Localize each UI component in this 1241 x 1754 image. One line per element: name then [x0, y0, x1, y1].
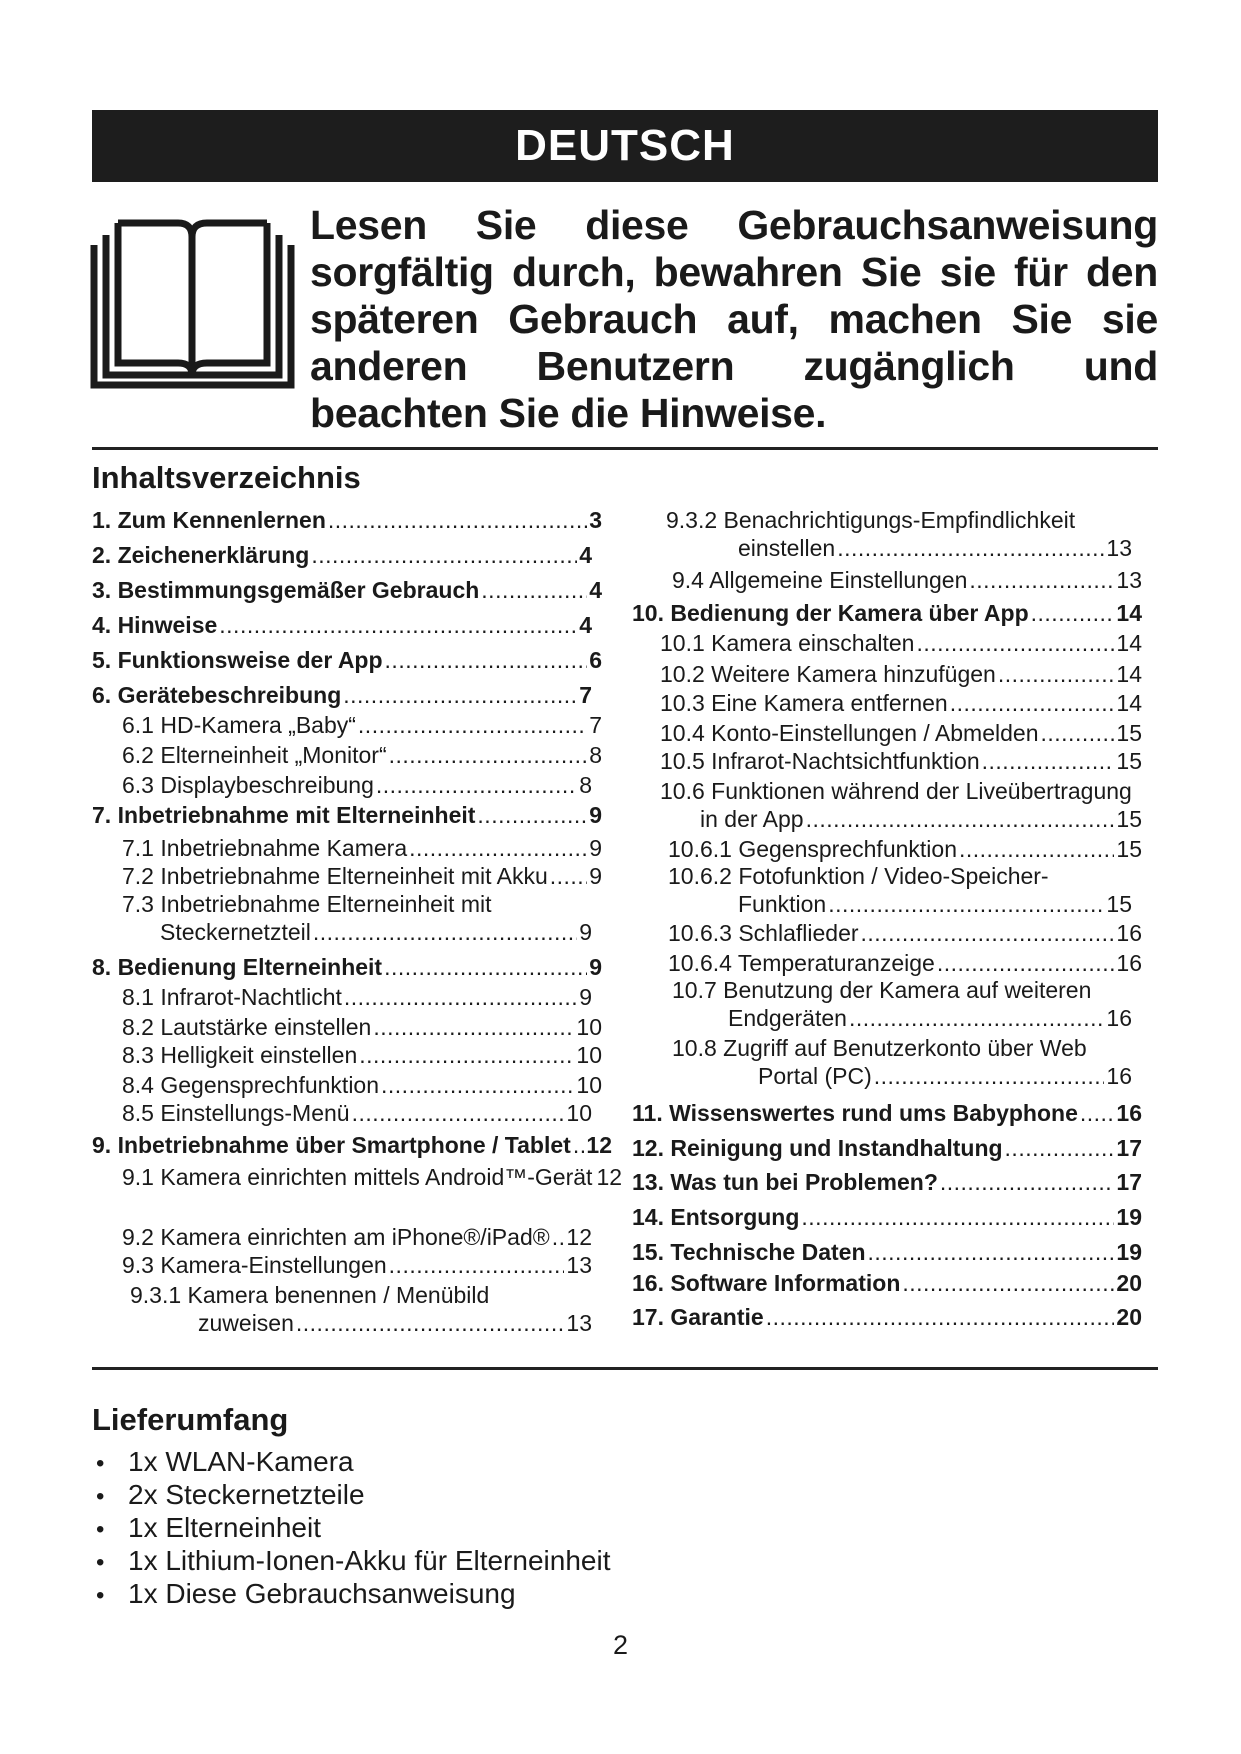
- list-item: • 2x Steckernetzteile: [96, 1479, 365, 1510]
- toc-leader: [373, 1013, 574, 1041]
- toc-entry[interactable]: [672, 566, 1142, 594]
- toc-entry[interactable]: [632, 599, 1142, 627]
- toc-leader: [837, 534, 1104, 562]
- toc-entry-title: 10.2 Weitere Kamera hinzufügen: [660, 661, 996, 687]
- toc-entry[interactable]: [660, 747, 1142, 775]
- toc-entry[interactable]: [92, 1131, 612, 1159]
- list-item: • 1x WLAN-Kamera: [96, 1446, 354, 1477]
- toc-page: 15: [1116, 836, 1142, 862]
- toc-leader: [313, 918, 577, 946]
- toc-leader: [959, 835, 1114, 863]
- toc-page: 15: [1106, 891, 1132, 917]
- toc-entry-title-cont: einstellen: [738, 535, 836, 561]
- toc-page: 12: [586, 1132, 612, 1158]
- toc-leader: [849, 1004, 1104, 1032]
- toc-leader: [861, 919, 1115, 947]
- toc-entry-title: 7. Inbetriebnahme mit Elterneinheit: [92, 802, 476, 828]
- toc-leader: [1005, 1134, 1115, 1162]
- toc-page: 16: [1106, 1063, 1132, 1089]
- toc-entry-title: 1. Zum Kennenlernen: [92, 507, 326, 533]
- toc-page: 7: [579, 682, 592, 708]
- divider: [92, 447, 1158, 450]
- toc-entry[interactable]: [668, 835, 1142, 863]
- toc-entry-title-cont: in der App: [700, 806, 804, 832]
- toc-entry-title: 6.3 Displaybeschreibung: [122, 772, 374, 798]
- toc-leader: [296, 1309, 565, 1337]
- toc-entry[interactable]: [660, 689, 1142, 717]
- toc-leader: [352, 1099, 565, 1127]
- toc-entry[interactable]: [122, 1223, 592, 1251]
- toc-leader: [806, 805, 1115, 833]
- toc-entry[interactable]: [198, 1309, 592, 1337]
- toc-page: 19: [1116, 1239, 1142, 1265]
- toc-page: 12: [566, 1224, 592, 1250]
- toc-entry[interactable]: [92, 646, 602, 674]
- toc-page: 10: [576, 1072, 602, 1098]
- toc-entry-title: 10.4 Konto-Einstellungen / Abmelden: [660, 720, 1039, 746]
- toc-entry[interactable]: [160, 918, 592, 946]
- toc-leader: [1041, 719, 1115, 747]
- toc-leader: [828, 890, 1104, 918]
- toc-entry-title-cont: Endgeräten: [728, 1005, 847, 1031]
- toc-entry[interactable]: [660, 629, 1142, 657]
- toc-entry-title: 10.3 Eine Kamera entfernen: [660, 690, 948, 716]
- page-number: 2: [612, 1630, 629, 1660]
- toc-page: 6: [589, 647, 602, 673]
- toc-entry-title: 6.2 Elterneinheit „Monitor“: [122, 742, 387, 768]
- toc-entry-title-cont: Steckernetzteil: [160, 919, 311, 945]
- toc-entry-title: 10. Bedienung der Kamera über App: [632, 600, 1029, 626]
- toc-page: 4: [579, 612, 592, 638]
- toc-entry[interactable]: [632, 1203, 1142, 1231]
- toc-leader: [219, 611, 577, 639]
- toc-page: 8: [589, 742, 602, 768]
- toc-entry-title[interactable]: 10.6.2 Fotofunktion / Video-Speicher-: [668, 863, 1049, 889]
- toc-entry[interactable]: [122, 711, 602, 739]
- toc-page: 20: [1116, 1304, 1142, 1330]
- toc-leader: [477, 801, 587, 829]
- toc-entry[interactable]: [122, 1163, 623, 1191]
- toc-leader: [358, 711, 587, 739]
- toc-entry-title: 9.1 Kamera einrichten mittels Android™-Gerät: [122, 1164, 593, 1190]
- toc-entry[interactable]: [632, 1269, 1142, 1297]
- toc-leader: [573, 1131, 585, 1159]
- toc-leader: [384, 953, 587, 981]
- toc-entry[interactable]: [92, 506, 602, 534]
- toc-leader: [481, 576, 587, 604]
- toc-entry-title: 10.6.4 Temperaturanzeige: [668, 950, 935, 976]
- toc-entry[interactable]: [738, 890, 1132, 918]
- toc-entry-title: 8. Bedienung Elterneinheit: [92, 954, 383, 980]
- toc-entry-title: 5. Funktionsweise der App: [92, 647, 383, 673]
- toc-leader: [766, 1303, 1115, 1331]
- toc-entry-title: 8.4 Gegensprechfunktion: [122, 1072, 380, 1098]
- toc-entry[interactable]: [660, 719, 1142, 747]
- toc-leader: [359, 1041, 574, 1069]
- toc-entry-title-cont: zuweisen: [198, 1310, 294, 1336]
- toc-page: 15: [1116, 806, 1142, 832]
- toc-entry[interactable]: [122, 771, 592, 799]
- toc-entry[interactable]: [92, 953, 602, 981]
- toc-page: 10: [576, 1042, 602, 1068]
- toc-page: 9: [579, 984, 592, 1010]
- toc-entry[interactable]: [122, 862, 602, 890]
- toc-page: 14: [1116, 600, 1142, 626]
- toc-entry-title[interactable]: 10.8 Zugriff auf Benutzerkonto über Web: [672, 1035, 1087, 1061]
- open-book-icon: [90, 215, 295, 390]
- toc-page: 14: [1116, 690, 1142, 716]
- toc-leader: [343, 681, 577, 709]
- toc-page: 13: [566, 1252, 592, 1278]
- toc-entry-title: 7.1 Inbetriebnahme Kamera: [122, 835, 408, 861]
- toc-page: 17: [1116, 1169, 1142, 1195]
- toc-entry-title[interactable]: 9.3.2 Benachrichtigungs-Empfindlichkeit: [666, 507, 1076, 533]
- toc-entry[interactable]: [122, 1071, 602, 1099]
- toc-entry[interactable]: [632, 1099, 1142, 1127]
- toc-page: 9: [589, 802, 602, 828]
- toc-entry-title-cont: Portal (PC): [758, 1063, 872, 1089]
- toc-entry-title: 12. Reinigung und Instandhaltung: [632, 1135, 1003, 1161]
- toc-entry-title[interactable]: 7.3 Inbetriebnahme Elterneinheit mit: [122, 891, 492, 917]
- toc-entry[interactable]: [122, 834, 602, 862]
- toc-entry[interactable]: [122, 1013, 602, 1041]
- toc-entry[interactable]: [700, 805, 1142, 833]
- toc-entry-title: 9. Inbetriebnahme über Smartphone / Tablet: [92, 1132, 571, 1158]
- toc-page: 16: [1116, 1100, 1142, 1126]
- toc-entry[interactable]: [632, 1134, 1142, 1162]
- toc-page: 16: [1116, 950, 1142, 976]
- delivery-title: Lieferumfang: [92, 1402, 289, 1437]
- list-item: • 1x Elterneinheit: [96, 1512, 322, 1543]
- toc-entry[interactable]: [122, 1041, 602, 1069]
- toc-entry[interactable]: [668, 919, 1142, 947]
- list-item: • 1x Lithium-Ionen-Akku für Elterneinheit: [96, 1545, 611, 1576]
- toc-entry[interactable]: [758, 1062, 1132, 1090]
- toc-entry-title: 11. Wissenswertes rund ums Babyphone: [632, 1100, 1078, 1126]
- toc-leader: [982, 747, 1115, 775]
- toc-leader: [1031, 599, 1115, 627]
- toc-entry[interactable]: [92, 611, 592, 639]
- toc-leader: [937, 949, 1115, 977]
- toc-page: 16: [1106, 1005, 1132, 1031]
- toc-leader: [940, 1168, 1115, 1196]
- toc-entry-title: 10.1 Kamera einschalten: [660, 630, 915, 656]
- toc-entry-title: 4. Hinweise: [92, 612, 218, 638]
- toc-entry[interactable]: [92, 681, 592, 709]
- toc-entry-title: 16. Software Information: [632, 1270, 901, 1296]
- toc-entry-title: 13. Was tun bei Problemen?: [632, 1169, 938, 1195]
- toc-page: 9: [589, 954, 602, 980]
- toc-page: 7: [589, 712, 602, 738]
- toc-title: Inhaltsverzeichnis: [92, 460, 361, 495]
- toc-leader: [950, 689, 1115, 717]
- toc-page: 16: [1116, 920, 1142, 946]
- language-header: DEUTSCH: [92, 110, 1158, 182]
- toc-leader: [868, 1238, 1115, 1266]
- toc-page: 14: [1116, 661, 1142, 687]
- toc-page: 15: [1116, 748, 1142, 774]
- toc-entry-title[interactable]: 10.6 Funktionen während der Liveübertragung: [660, 778, 1132, 804]
- toc-leader: [550, 862, 587, 890]
- toc-entry-title: 17. Garantie: [632, 1304, 764, 1330]
- toc-entry-title: 6. Gerätebeschreibung: [92, 682, 342, 708]
- toc-leader: [409, 834, 587, 862]
- toc-entry[interactable]: [92, 801, 602, 829]
- toc-entry-title: 3. Bestimmungsgemäßer Gebrauch: [92, 577, 480, 603]
- toc-page: 9: [589, 863, 602, 889]
- toc-entry-title: 7.2 Inbetriebnahme Elterneinheit mit Akku: [122, 863, 548, 889]
- toc-leader: [311, 541, 577, 569]
- toc-entry[interactable]: [122, 983, 592, 1011]
- toc-page: 12: [596, 1164, 623, 1190]
- toc-entry[interactable]: [122, 1099, 592, 1127]
- toc-leader: [389, 741, 588, 769]
- toc-leader: [916, 629, 1114, 657]
- toc-page: 14: [1116, 630, 1142, 656]
- toc-page: 20: [1116, 1270, 1142, 1296]
- toc-page: 8: [579, 772, 592, 798]
- toc-leader: [344, 983, 577, 1011]
- toc-leader: [389, 1251, 565, 1279]
- toc-leader: [801, 1203, 1114, 1231]
- toc-entry-title: 2. Zeichenerklärung: [92, 542, 310, 568]
- toc-page: 3: [589, 507, 602, 533]
- toc-leader: [385, 646, 588, 674]
- toc-leader: [998, 660, 1115, 688]
- toc-entry-title[interactable]: 9.3.1 Kamera benennen / Menübild: [130, 1282, 490, 1308]
- toc-page: 19: [1116, 1204, 1142, 1230]
- toc-entry[interactable]: [122, 741, 602, 769]
- toc-entry-title: 14. Entsorgung: [632, 1204, 800, 1230]
- toc-page: 13: [1116, 567, 1142, 593]
- divider: [92, 1367, 1158, 1370]
- toc-entry-title: 10.6.3 Schlaflieder: [668, 920, 859, 946]
- toc-entry-title: 9.4 Allgemeine Einstellungen: [672, 567, 968, 593]
- intro-instruction: Lesen Sie diese Gebrauchsanweisung sorgfältig durch, bewahren Sie sie für den späteren Gebrauch auf, machen Sie sie anderen Benutzern zugänglich und beachten Sie die Hinweise.: [310, 202, 1158, 436]
- toc-entry-title: 8.1 Infrarot-Nachtlicht: [122, 984, 342, 1010]
- toc-page: 13: [1106, 535, 1132, 561]
- toc-leader: [552, 1223, 565, 1251]
- toc-page: 17: [1116, 1135, 1142, 1161]
- toc-entry[interactable]: [92, 576, 602, 604]
- toc-entry-title: 15. Technische Daten: [632, 1239, 866, 1265]
- toc-entry[interactable]: [632, 1238, 1142, 1266]
- toc-leader: [902, 1269, 1114, 1297]
- toc-entry[interactable]: [668, 949, 1142, 977]
- toc-entry-title: 10.5 Infrarot-Nachtsichtfunktion: [660, 748, 980, 774]
- toc-entry[interactable]: [728, 1004, 1132, 1032]
- toc-page: 4: [579, 542, 592, 568]
- toc-entry-title: 10.6.1 Gegensprechfunktion: [668, 836, 957, 862]
- list-item: • 1x Diese Gebrauchsanweisung: [96, 1578, 516, 1609]
- toc-entry[interactable]: [632, 1303, 1142, 1331]
- toc-leader: [969, 566, 1114, 594]
- toc-entry-title[interactable]: 10.7 Benutzung der Kamera auf weiteren: [672, 977, 1092, 1003]
- toc-entry[interactable]: [122, 1251, 592, 1279]
- toc-entry[interactable]: [632, 1168, 1142, 1196]
- toc-entry-title: 9.2 Kamera einrichten am iPhone®/iPad®: [122, 1224, 550, 1250]
- toc-leader: [376, 771, 577, 799]
- toc-leader: [381, 1071, 574, 1099]
- delivery-list: [92, 1445, 610, 1610]
- toc-leader: [874, 1062, 1105, 1090]
- toc-entry[interactable]: [660, 660, 1142, 688]
- toc-entry-title: 8.5 Einstellungs-Menü: [122, 1100, 350, 1126]
- toc-entry-title-cont: Funktion: [738, 891, 827, 917]
- toc-entry-title: 6.1 HD-Kamera „Baby“: [122, 712, 356, 738]
- toc-page: 9: [579, 919, 592, 945]
- toc-page: 10: [566, 1100, 592, 1126]
- toc-leader: [328, 506, 587, 534]
- toc-leader: [1080, 1099, 1115, 1127]
- toc-entry-title: 8.2 Lautstärke einstellen: [122, 1014, 372, 1040]
- toc-entry-title: 8.3 Helligkeit einstellen: [122, 1042, 358, 1068]
- toc-entry-title: 9.3 Kamera-Einstellungen: [122, 1252, 387, 1278]
- toc-page: 4: [589, 577, 602, 603]
- toc-page: 13: [566, 1310, 592, 1336]
- toc-entry[interactable]: [738, 534, 1132, 562]
- toc-page: 9: [589, 835, 602, 861]
- toc-entry[interactable]: [92, 541, 592, 569]
- toc-page: 15: [1116, 720, 1142, 746]
- toc-page: 10: [576, 1014, 602, 1040]
